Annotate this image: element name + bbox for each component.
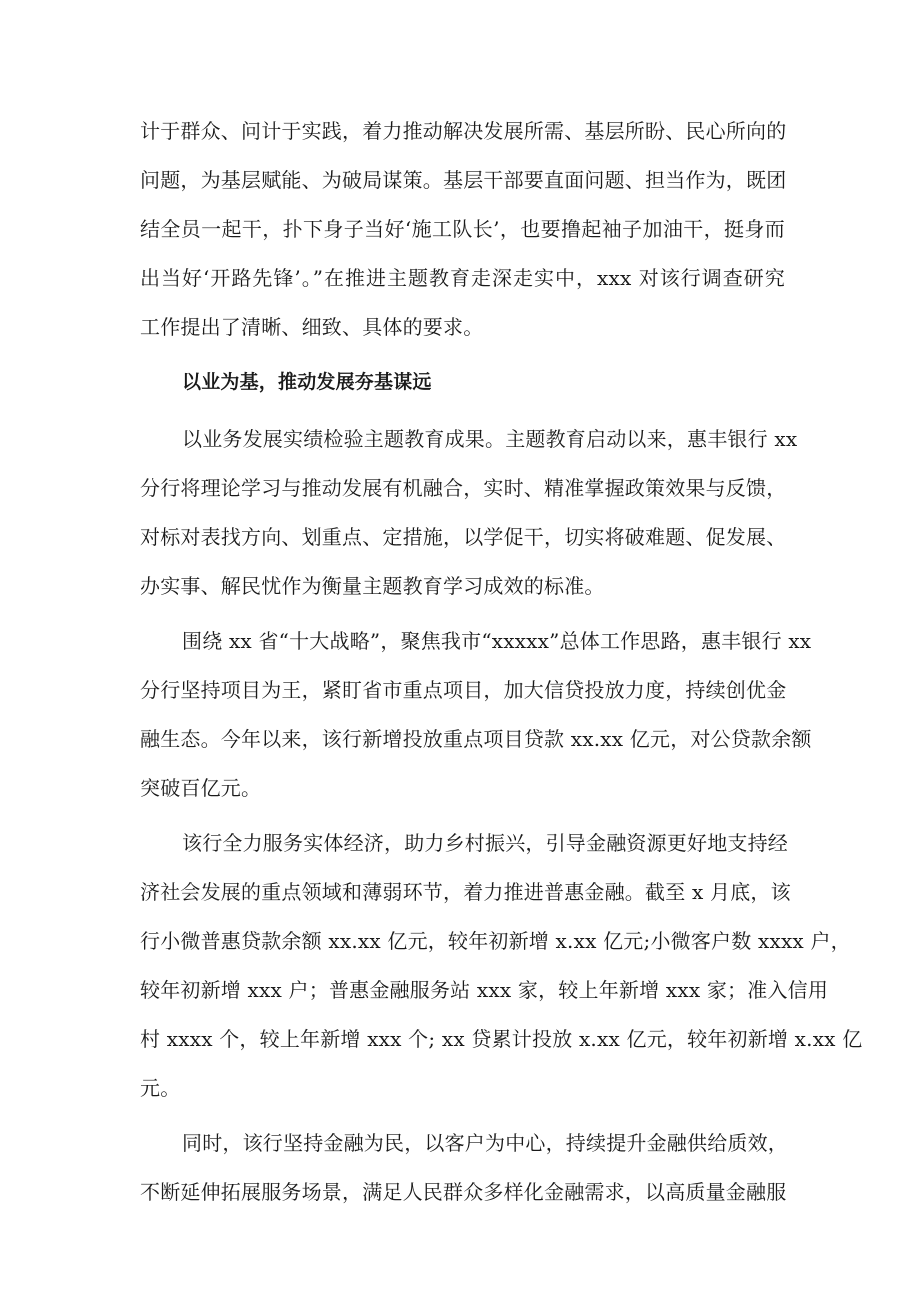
paragraph-3-line-1: 围绕 xx 省“十大战略”，聚焦我市“xxxxx”总体工作思路，惠丰银行 xx [182,629,812,653]
paragraph-4-line-6: 元。 [140,1076,181,1100]
paragraph-4-line-5: 村 xxxx 个，较上年新增 xxx 个; xx 贷累计投放 x.xx 亿元，较年初新增 x.xx 亿 [140,1027,863,1051]
paragraph-1-line-4: 出当好‘开路先锋’。”在推进主题教育走深走实中，xxx 对该行调查研究 [140,266,785,290]
paragraph-1-line-1: 计于群众、问计于实践，着力推动解决发展所需、基层所盼、民心所向的 [140,119,787,143]
paragraph-1-line-3: 结全员一起干，扑下身子当好‘施工队长’，也要撸起袖子加油干，挺身而 [140,217,785,241]
paragraph-5-line-1: 同时，该行坚持金融为民，以客户为中心，持续提升金融供给质效， [182,1131,788,1155]
paragraph-3-line-2: 分行坚持项目为王，紧盯省市重点项目，加大信贷投放力度，持续创优金 [140,678,787,702]
paragraph-2-line-2: 分行将理论学习与推动发展有机融合，实时、精准掌握政策效果与反馈， [140,476,787,500]
paragraph-4-line-4: 较年初新增 xxx 户；普惠金融服务站 xxx 家，较上年新增 xxx 家；准入信用 [140,978,829,1002]
paragraph-4-line-1: 该行全力服务实体经济，助力乡村振兴，引导金融资源更好地支持经 [182,831,788,855]
paragraph-3-line-3: 融生态。今年以来，该行新增投放重点项目贷款 xx.xx 亿元，对公贷款余额 [140,727,812,751]
paragraph-5-line-2: 不断延伸拓展服务场景，满足人民群众多样化金融需求，以高质量金融服 [140,1180,787,1204]
paragraph-1-line-2: 问题，为基层赋能、为破局谋策。基层干部要直面问题、担当作为，既团 [140,168,787,192]
paragraph-2-line-3: 对标对表找方向、划重点、定措施，以学促干，切实将破难题、促发展、 [140,525,787,549]
paragraph-3-line-4: 突破百亿元。 [140,776,262,800]
paragraph-4-line-2: 济社会发展的重点领域和薄弱环节，着力推进普惠金融。截至 x 月底，该 [140,880,791,904]
paragraph-1-line-5: 工作提出了清晰、细致、具体的要求。 [140,315,484,339]
paragraph-4-line-3: 行小微普惠贷款余额 xx.xx 亿元，较年初新增 x.xx 亿元;小微客户数 xxxx 户， [140,929,851,953]
paragraph-2-line-4: 办实事、解民忧作为衡量主题教育学习成效的标准。 [140,574,605,598]
section-heading: 以业为基，推动发展夯基谋远 [182,371,432,393]
paragraph-2-line-1: 以业务发展实绩检验主题教育成果。主题教育启动以来，惠丰银行 xx [182,427,798,451]
